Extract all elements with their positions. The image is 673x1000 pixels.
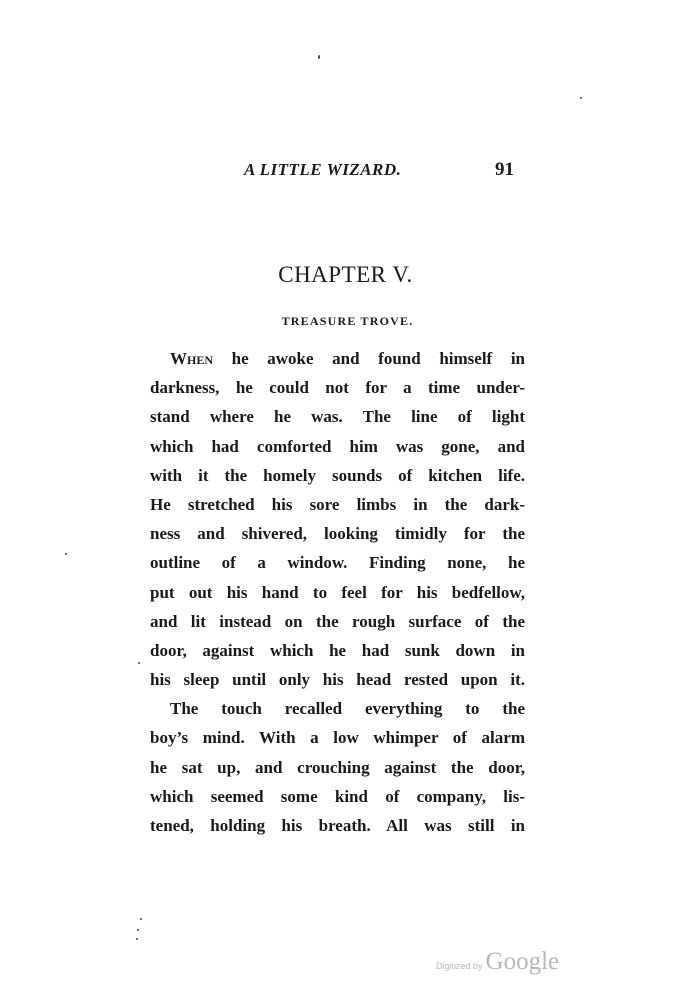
text-line: The touch recalled everything to the [170,699,525,719]
watermark-brand: Google [485,948,560,975]
digitized-watermark [436,948,559,978]
scan-speck [136,938,138,940]
text-line: boy’s mind. With a low whimper of alarm [150,728,525,748]
text-line: his sleep until only his head rested upon it. [150,670,525,690]
text-line: which seemed some kind of company, lis- [150,786,525,806]
text-line: and lit instead on the rough surface of the [150,611,525,631]
scan-speck [65,553,67,555]
text-line: ness and shivered, looking timidly for the [150,524,525,544]
page-number: 91 [495,159,514,180]
scan-speck [137,929,139,931]
text-line: which had comforted him was gone, and [150,436,525,456]
drop-lead-word: When [170,349,214,368]
scan-speck [138,662,140,664]
chapter-heading: CHAPTER V. [278,262,413,287]
scan-speck [318,55,320,59]
text-line: with it the homely sounds of kitchen life. [150,465,525,485]
text-line: He stretched his sore limbs in the dark- [150,494,525,514]
running-head [0,160,673,190]
text-line: put out his hand to feel for his bedfellow, [150,582,525,602]
text-line: darkness, he could not for a time under- [150,378,525,398]
text-line: stand where he was. The line of light [150,407,525,427]
section-title: TREASURE TROVE. [281,314,414,328]
scan-speck [140,918,142,920]
body-text [150,344,525,840]
watermark-prefix: Digitized by [436,961,483,971]
text-line: tened, holding his breath. All was still in [150,816,525,835]
text-line: outline of a window. Finding none, he [150,553,525,573]
text-line: When he awoke and found himself in [170,349,525,368]
text-line: door, against which he had sunk down in [150,640,525,660]
running-title: A LITTLE WIZARD. [244,160,402,179]
scan-speck [580,97,582,99]
text-line: he sat up, and crouching against the door, [150,757,525,777]
